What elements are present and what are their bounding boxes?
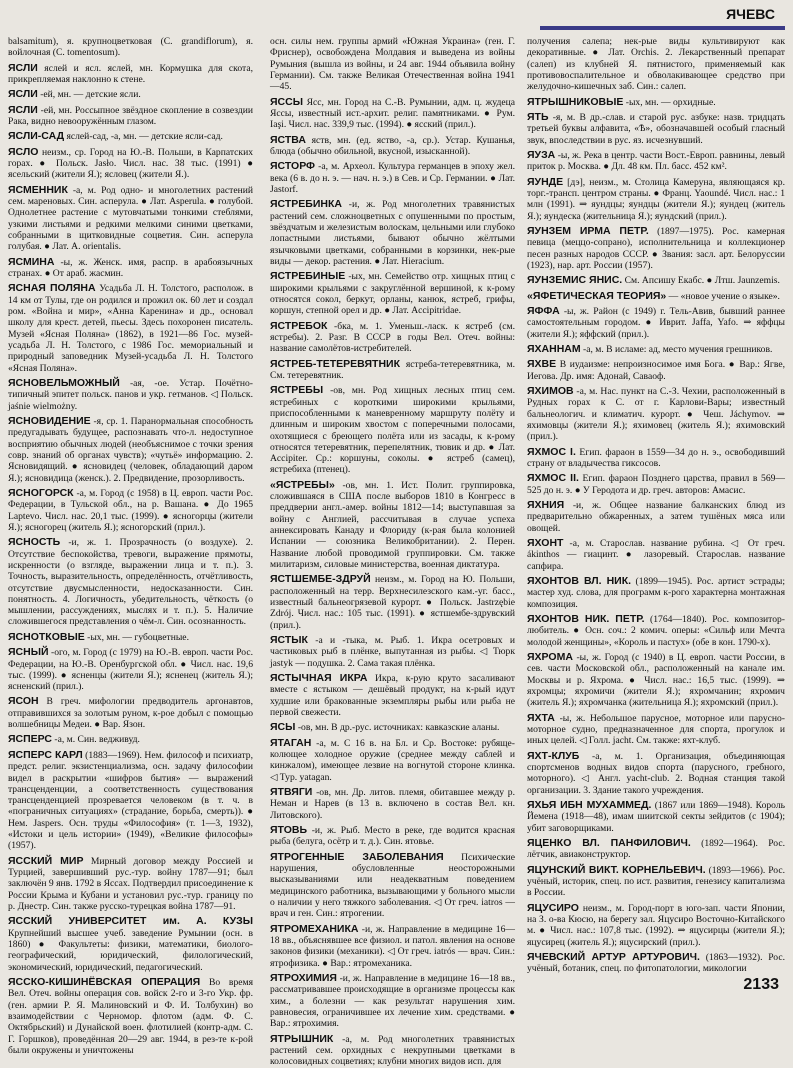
entry-headword: ЯЦУСИРО <box>527 901 579 914</box>
entry-headword: ЯХМОС I. <box>527 445 576 458</box>
entry-definition: Во время Вел. Отеч. войны операция сов. войск 2-го и 3-го Укр. фр. (ген. армии Р. Я. Малиновский и Ф. И. Толбухин) во взаимодействии с Черномор. флотом (адм. Ф. С. Октябрьский) и Дунайской воен. флотилией (контр-адм. С. Г. Горшков), проведённая 20—29 авг. 1944, в рез-те к-рой были окружены и уничтожены <box>8 976 254 1056</box>
entry-headword: ЯЧЕВСКИЙ АРТУР АРТУРОВИЧ. <box>527 951 700 963</box>
entry-definition: яств, мн. (ед. яство, -а, ср.). Устар. Кушанья, блюда (обычно обильной, вкусной, изысканной). <box>270 134 515 157</box>
dictionary-entry <box>8 36 253 59</box>
dictionary-entry <box>527 149 785 173</box>
dictionary-entry <box>527 575 785 610</box>
entry-definition: -ы, ж. Город (с 1940) в Ц. европ. части России, в сев. части Московской обл., расположенный на канале им. Москвы и р. Яхрома. ● Числ. нас.: 16,5 тыс. (1999). ⇒ яхромцы; яхромичи (жители Я.); яхромчанин; яхромич (житель Я.); яхромчанка (жительница Я.); яхромский (прил.). <box>527 652 785 709</box>
entry-definition: Психические нарушения, обусловленные неосторожными высказываниями или неадекватным поведением медицинского работника, вызывающими у больного мысли о наличии у него тяжкого заболевания. ◁ От греч. iatros — врач и ген. Син.: ятрогении. <box>270 851 515 920</box>
dictionary-entry <box>527 537 785 572</box>
entry-headword: ЯХОНТ <box>527 537 564 550</box>
dictionary-entry <box>527 750 785 796</box>
column-right <box>527 36 786 975</box>
entry-headword: ЯХЬЯ ИБН МУХАММЕД. <box>527 799 652 811</box>
dictionary-entry <box>527 111 785 146</box>
dictionary-entry <box>270 198 515 267</box>
dictionary-entry <box>8 130 253 142</box>
dictionary-entry <box>270 479 515 571</box>
dictionary-entry <box>527 343 785 355</box>
entry-headword: ЯСМИНА <box>8 255 55 268</box>
entry-definition: -ы, ж. Женск. имя, распр. в арабоязычных странах. ● От араб. жасмин. <box>8 256 254 280</box>
dictionary-entry <box>527 951 785 975</box>
entry-definition: См. Апсишу Екабс. ● Лтш. Jaunzemis. <box>624 275 780 287</box>
entry-definition: [дэ], неизм., м. Столица Камеруна, являющаяся кр. торг.-трансп. центром страны. ● Франц. Yaoundé. Числ. нас.: 1 млн (1991). ⇒ яундцы; яундцы (жители Я.); яундец (житель Я.); яундеска (жительница Я.); яундский (прил.). <box>527 176 785 222</box>
dictionary-entry <box>8 733 253 745</box>
entry-definition: Усадьба Л. Н. Толстого, располож. в 14 км от Тулы, где он родился и прожил ок. 60 лет и создал ром. «Война и мир», «Анна Каренина» и др., основал школу для крест. детей, пьесы. Здесь похоронен писатель. Музей «Ясная Поляна» (1862), в 1921—86 Гос. музей-усадьба Л. Н. Толстого, с 1986 Гос. мемориальный и природный заповедник Музей-усадьба Л. Н. Толстого «Ясная Поляна». <box>8 283 253 374</box>
entry-headword: ЯСНОТКОВЫЕ <box>8 630 85 643</box>
entry-headword: ЯСЛИ <box>8 88 38 101</box>
entry-definition: В иудаизме: непроизносимое имя Бога. ● Вар.: Ягве, Иегова. Др. имя: Адонай, Саваоф. <box>527 359 785 382</box>
entry-headword: ЯСОН <box>8 695 39 708</box>
entry-definition: Икра, к-рую круто засаливают вместе с ястыком — дешёвый продукт, на к-рый идут худшие или бракованные экземпляры рыбы или рыба не первой свежести. <box>270 672 515 718</box>
entry-headword: ЯСНОСТЬ <box>8 536 61 549</box>
entry-headword: ЯТЬ <box>527 110 549 123</box>
entry-definition: -и, ж. Рыб. Место в реке, где водится красная рыба (белуга, осётр и т. д.). Син. ятовье. <box>270 824 515 848</box>
entry-headword: ЯУЗА <box>527 148 556 161</box>
dictionary-entry <box>270 824 515 848</box>
dictionary-entry <box>527 712 785 747</box>
dictionary-entry <box>270 160 515 195</box>
entry-definition: Егип. фараон в 1559—34 до н. э., освободивший страну от владычества гиксосов. <box>527 446 785 470</box>
entry-definition: ястреба-тетеревятника, м. См. тетеревятник. <box>270 358 515 381</box>
entry-headword: ЯСЛИ <box>8 103 38 116</box>
entry-headword: ЯССЫ <box>270 95 303 108</box>
entry-definition: -ы, ж. Река в центр. части Вост.-Европ. равнины, левый приток р. Москва. ● Дл. 48 км. Пл. басс. 452 км². <box>527 149 785 173</box>
dictionary-entry <box>527 274 785 286</box>
dictionary-entry <box>527 305 785 340</box>
dictionary-entry <box>8 536 253 628</box>
entry-definition: -ая, -ое. Устар. Почётно-типичный эпитет польск. панов и укр. гетманов. ◁ Польск. jaśnie wielmożny. <box>8 377 253 412</box>
entry-definition: -а и -тыка, м. Рыб. 1. Икра осетровых и частиковых рыб в плёнке, выпутанная из рыбы. ◁ Тюрк jastyk — подушка. 2. Сама такая плёнка. <box>270 634 515 669</box>
entry-headword: ЯУНЗЕМИС ЯНИС. <box>527 274 623 287</box>
entry-definition: -а, м. Город (с 1958) в Ц. европ. части Рос. Федерации, в Тульской обл., на р. Вашана. ● До 1965 Laptevo. Числ. нас. 20,1 тыс. (1999). ● ясногорцы (жители Я.); ясногорец (житель Я.); ясногорский (прил.). <box>8 487 254 533</box>
dictionary-entry <box>270 634 515 669</box>
entry-headword: ЯФФА <box>527 305 560 317</box>
dictionary-entry <box>8 88 253 100</box>
entry-headword: ЯХТ-КЛУБ <box>527 749 580 762</box>
dictionary-entry <box>8 646 253 692</box>
entry-headword: ЯСТРЕБИНЫЕ <box>270 270 346 283</box>
dictionary-entry <box>270 358 515 382</box>
entry-definition: -и, ж. Направление в медицине 16—18 вв., рассматривавшее происходящие в организме процессы как хим., а болезни — как результат нарушения хим. равновесия, ограничившее их лечение хим. средствами. ● Вар.: ятрохимия. <box>270 972 515 1030</box>
entry-headword: ЯСТРЕБОК <box>270 319 328 332</box>
entry-headword: ЯСТОРФ <box>270 160 316 173</box>
dictionary-entry <box>8 631 253 643</box>
entry-headword: ЯСПЕРС КАРЛ <box>8 748 83 761</box>
entry-definition: Егип. фараон Позднего царства, правил в 569—525 до н. э. ● У Геродота и др. греч. авторов: Амасис. <box>527 473 786 496</box>
dictionary-entry <box>270 721 515 733</box>
entry-headword: ЯУНЗЕМ ИРМА ПЕТР. <box>527 224 649 237</box>
dictionary-entry <box>270 573 515 631</box>
entry-headword: ЯТРОГЕННЫЕ ЗАБОЛЕВАНИЯ <box>270 850 444 863</box>
entry-headword: ЯСНЫЙ <box>8 646 49 659</box>
entry-definition: -и, ж. 1. Прозрачность (о воздухе). 2. Отсутствие беспокойства, тревоги, выражение прямоты, искренности (о взгляде, выражении лица и т. п.). 3. Точность, выразительность, определённость, отчётливость, отсутствие двусмысленности, недосказанности. Син. понятность. 4. Логичность, убедительность, чёткость (о мышлении, рассуждениях, мыслях и т. п.). 5. Наличие сложившегося представления о чём-л. Син. осознанность. <box>8 537 254 628</box>
entry-headword: ЯСМЕННИК <box>8 183 68 196</box>
entry-definition: яслей и ясл. яслей, мн. Кормушка для скота, прикрепляемая наклонно к стене. <box>8 62 253 85</box>
entry-headword: ЯСПЕРС <box>8 733 53 746</box>
entry-definition: -ов, мн. Др. литов. племя, обитавшее между р. Неман и Нарев (в 13 в. включено в состав Вел. кн. Литовского). <box>270 786 515 821</box>
entry-definition: (1863—1932). Рос. учёный, ботаник, спец. по фитопатологии, микологии <box>527 952 786 975</box>
entry-headword: ЯСНАЯ ПОЛЯНА <box>8 282 96 295</box>
entry-headword: ЯЦУНСКИЙ ВИКТ. КОРНЕЛЬЕВИЧ. <box>527 863 706 876</box>
dictionary-entry <box>270 134 515 158</box>
entry-definition: — «новое учение о языке». <box>668 290 780 302</box>
entry-definition: -а, м. Род одно- и многолетних растений сем. мареновых. Син. асперула. ● Лат. Asperula. ● голубой. Однолетнее растение с мутовчатыми тонкими стеблями, узкими листьями и редкими мелкими синими цветками, собранными в щитковидные соцветия. Син. асперула голубая. ● Лат. A. orientalis. <box>8 184 253 253</box>
dictionary-entry <box>8 749 253 852</box>
entry-definition: -ых, мн. Семейство отр. хищных птиц с широкими крыльями с закруглённой вершиной, к к-рому относятся сокол, беркут, орланы, канюк, ястреб, грифы, коршун, степной орел и др. ● Лат. Accipitridae. <box>270 271 515 317</box>
dictionary-entry <box>8 915 253 973</box>
entry-definition: (1893—1966). Рос. учёный, историк, спец. по ист. развития, генезису капитализма в России. <box>527 864 785 899</box>
dictionary-entry <box>8 695 253 730</box>
entry-headword: ЯСТЫЧНАЯ ИКРА <box>270 671 368 684</box>
dictionary-entry <box>527 176 785 222</box>
dictionary-entry <box>8 104 253 128</box>
entry-definition: -ых, мн. — губоцветные. <box>87 631 189 643</box>
entry-definition: яслей-сад, -а, мн. — детские ясли-сад. <box>66 131 223 143</box>
entry-headword: ЯТРОМЕХАНИКА <box>270 922 359 935</box>
dictionary-entry <box>527 902 785 948</box>
dictionary-entry <box>270 923 515 969</box>
entry-headword: ЯСЛИ-САД <box>8 130 65 143</box>
dictionary-entry <box>8 62 253 86</box>
entry-headword: ЯСНОГОРСК <box>8 486 74 499</box>
entry-definition: -ей, мн. Россыпное звёздное скопление в созвездии Рака, видно невооружённым глазом. <box>8 104 253 128</box>
dictionary-entry <box>527 837 785 861</box>
entry-definition: -и, ж. Общее название балканских блюд из предварительно обжаренных, а затем тушёных мяса или овощей. <box>527 500 785 534</box>
entry-definition: (1883—1969). Нем. философ и психиатр, предст. религ. экзистенциализма, осн. задачу философии видел в раскрытии «шифров бытия» — выражений трансценденции, а соответственность существования трансценденцией прозревается человеком (в т. ч. в «пограничных ситуациях» (страдание, борьба, смерть)). ● Нем. Jaspers. Осн. труды «Философия» (т. 1—3, 1932), «Истоки и цель истории» (1949), «Великие философы» (1957). <box>8 749 254 852</box>
dictionary-entry <box>527 36 785 93</box>
entry-definition: Мирный договор между Россией и Турцией, завершивший рус.-тур. войну 1787—91; был заключён 9 янв. 1792 в Яссах. Подтвердил присоединение к России Крыма и Кубани и установил рус.-тур. границу по р. Днестр. Син. также русско-турецкая война 1787—91. <box>8 855 253 912</box>
entry-definition: -и, ж. Направление в медицине 16—18 вв., объяснявшее все физиол. и патол. явления на основе законов физики (механики). ◁ От греч. iatrós — врач. Син.: ятрофизика. ● Вар.: ятромеханика. <box>270 923 515 969</box>
entry-definition: -ого, м. Город (с 1979) на Ю.-В. европ. части Рос. Федерации, на Ю.-В. Оренбургской обл. ● Числ. нас. 19,6 тыс. (1999). ● ясненцы (жители Я.); ясненец (житель Я.); ясненский (прил.). <box>8 647 253 693</box>
entry-headword: «ЯСТРЕБЫ» <box>270 478 335 491</box>
entry-headword: ЯХИМОВ <box>527 385 574 398</box>
dictionary-entry <box>527 613 785 648</box>
entry-headword: ЯХНИЯ <box>527 499 565 512</box>
entry-definition: -ов, мн. Род хищных лесных птиц сем. ястребиных с короткими широкими крыльями, приспособленными к маневренному маршруту полёту и длинным и широким хвостом с поперечными полосами, охотящиеся с бреющего полёта или из засады, к к-рому относятся тетеревятник, перепелятник, тювик и др. ● Лат. Accipiter. Ср.: коршуны, соколы. ● ястреб (самец), ястребиха (птенец). <box>270 385 515 476</box>
dictionary-entry <box>527 499 785 534</box>
entry-definition: получения салепа; нек-рые виды культивируют как декоративные. ● Лат. Orchis. 2. Лекарственный препарат (салеп) из клубней Я. пятнистого, применяемый как противовоспалительное и обволакивающее средство при желудочно-кишечных заб. Син.: салеп. <box>527 36 785 93</box>
entry-definition: balsamitum), я. крупноцветковая (С. grandiflorum), я. войлочная (С. tomentosum). <box>8 36 253 59</box>
dictionary-entry <box>527 446 785 470</box>
entry-definition: -я, ср. 1. Паранормальная способность предугадывать будущее, распознавать что-л. недоступное восприятию обычных людей (необъяснимое с точки зрения совр. знаний об органах чувств); «чутьё» информацию. 2. Ясновидящий. ● ясновидец (человек, обладающий даром Я.); ясновидица (женск.). 2. Предвидение, прозорливость. <box>8 415 253 484</box>
dictionary-entry <box>527 96 785 108</box>
dictionary-entry <box>8 377 253 412</box>
entry-definition: -ы, ж. Район (с 1949) г. Тель-Авив, бывший раннее самостоятельным городом. ● Иврит. Jaffa, Yafo. ⇒ яффцы (жители Я.); яффский (прил.). <box>527 306 785 340</box>
dictionary-entry <box>8 184 253 253</box>
dictionary-entry <box>270 737 515 783</box>
entry-headword: ЯТВЯГИ <box>270 785 313 798</box>
column-left <box>8 36 254 1056</box>
entry-headword: ЯСТРЕБИНКА <box>270 198 342 211</box>
entry-definition: -а, м. Син. ведживуд. <box>54 734 140 746</box>
entry-definition: неизм., ср. Город на Ю.-В. Польши, в Карпатских горах. ● Польск. Jasło. Числ. нас. 38 тыс. (1991) ● ясельский (жители Я.); ясловец (жители Я.). <box>8 146 253 181</box>
entry-headword: ЯЦЕНКО ВЛ. ПАНФИЛОВИЧ. <box>527 837 691 849</box>
dictionary-entry <box>270 384 515 476</box>
entry-definition: В греч. мифологии предводитель аргонавтов, отправившихся за золотым руном, к-рое добыл с помощью волшебницы Медеи. ● Вар. Язон. <box>8 696 253 731</box>
entry-headword: ЯСЛО <box>8 145 39 158</box>
entry-headword: ЯСЫ <box>270 721 296 734</box>
entry-definition: -а, м. С 16 в. на Бл. и Ср. Востоке: рубяще-колющее холодное оружие (среднее между саблей и кинжалом), имеющее лезвие на вогнутой стороне клинка. ◁ Тур. yatagan. <box>270 737 515 783</box>
entry-headword: ЯСТВА <box>270 133 306 146</box>
entry-headword: ЯСНОВИДЕНИЕ <box>8 414 91 427</box>
dictionary-entry <box>527 651 785 709</box>
dictionary-entry <box>527 799 785 834</box>
entry-definition: -бка, м. 1. Уменьш.-ласк. к ястреб (см. ястребы). 2. Разг. В СССР в годы Вел. Отеч. войны: название самолётов-истребителей. <box>270 320 515 355</box>
entry-definition: Ясс, мн. Город на С.-В. Румынии, адм. ц. жудеца Яссы, известный ист.-архит. религ. памятниками. ● Рум. Iaşi. Числ. нас. 339,9 тыс. (1994). ● ясский (прил.). <box>270 96 515 131</box>
entry-headword: ЯХТА <box>527 711 555 724</box>
entry-definition: (1764—1840). Рос. композитор-любитель. ● Осн. соч.: 2 комич. оперы: «Сильф или Мечта молодой женщины», «Король и пастух» (обе в кон. 1790-х). <box>527 614 785 648</box>
header-rule <box>540 26 785 30</box>
entry-headword: «ЯФЕТИЧЕСКАЯ ТЕОРИЯ» <box>527 289 667 302</box>
entry-definition: осн. силы нем. группы армий «Южная Украина» (ген. Г. Фриснер), освобождена Молдавия и выведена из войны Румыния (вышла из войны, и 24 авг. 1944 объявила войну Германии). См. также Великая Отечественная война 1941—45. <box>270 36 515 93</box>
dictionary-entry <box>8 487 253 533</box>
entry-definition: -ых, мн. — орхидные. <box>625 96 716 108</box>
entry-definition: -а, м. 1. Организация, объединяющая спортсменов водных видов спорта (парусного, гребного, моторного). ◁ Англ. yacht-club. 2. Водная станция такой организации. 3. Здание такого учреждения. <box>527 750 785 796</box>
entry-headword: ЯТАГАН <box>270 736 312 749</box>
entry-definition: -а, м. Старослав. название рубина. ◁ От греч. ákinthos — гиацинт. ● лазоревый. Старослав. название сапфира. <box>527 538 785 572</box>
dictionary-entry <box>527 864 785 899</box>
entry-headword: ЯХОНТОВ ВЛ. НИК. <box>527 575 632 588</box>
dictionary-entry <box>527 385 785 443</box>
entry-definition: -ы, ж. Небольшое парусное, моторное или парусно-моторное судно, предназначенное для спорта, прогулок и иных целей. ◁ Голл. jacht. См. также: яхт-клуб. <box>527 712 785 747</box>
entry-headword: ЯСНОВЕЛЬМОЖНЫЙ <box>8 376 120 389</box>
entry-definition: -ей, мн. — детские ясли. <box>40 89 141 101</box>
entry-headword: ЯТРЫШНИКОВЫЕ <box>527 95 624 108</box>
dictionary-entry <box>527 472 785 496</box>
entry-headword: ЯСТЫК <box>270 633 308 646</box>
dictionary-entry <box>8 256 253 280</box>
dictionary-entry <box>8 976 253 1056</box>
entry-headword: ЯТОВЬ <box>270 823 307 836</box>
dictionary-entry <box>270 786 515 821</box>
entry-headword: ЯХВЕ <box>527 358 557 371</box>
entry-definition: (1899—1945). Рос. артист эстрады; мастер худ. слова, для программ к-рого характерна монтажная композиция. <box>527 576 786 610</box>
entry-definition: -а, м. Род многолетних травянистых растений сем. орхидных с некрупными цветками в колосовидных соцветиях; клубни многих видов исп. для <box>270 1033 515 1068</box>
page-number: 2133 <box>743 976 779 993</box>
entry-headword: ЯСТРЕБ-ТЕТЕРЕВЯТНИК <box>270 357 400 370</box>
dictionary-entry <box>270 972 515 1030</box>
entry-headword: ЯТРЫШНИК <box>270 1032 334 1045</box>
entry-definition: -я, м. В др.-слав. и старой рус. азбуке: назв. тридцать третьей буквы алфавита, «Ѣ», обозначавшей особый гласный звук, впоследствии в рус. яз. исчезнувший. <box>527 111 785 146</box>
entry-definition: неизм., м. Город на Ю. Польши, расположенный на терр. Верхнесилезского кам.-уг. басс., известный бальнеогрязевой курорт. ● Польск. Jastrzębie Zdrój. Числ. нас.: 105 тыс. (1991). ● ястшембе-здрувский (прил.). <box>270 574 515 631</box>
entry-headword: ЯХРОМА <box>527 651 573 664</box>
dictionary-entry <box>270 96 515 131</box>
entry-headword: ЯСЛИ <box>8 61 38 74</box>
dictionary-entry <box>270 36 515 93</box>
entry-definition: Крупнейший высшее учеб. заведение Румынии (осн. в 1860) ● Факультеты: физики, математики, биолого-географический, юридический, филологический, экономический, юридический, педагогический. <box>8 927 253 973</box>
entry-definition: -ов, мн. В др.-рус. источниках: кавказские аланы. <box>297 722 500 734</box>
entry-headword: ЯХАННАМ <box>527 343 581 355</box>
entry-headword: ЯХМОС II. <box>527 472 579 485</box>
dictionary-entry <box>8 415 253 484</box>
entry-headword: ЯУНДЕ <box>527 175 564 188</box>
entry-definition: (1892—1964). Рос. лётчик, авиаконструктор. <box>527 838 785 861</box>
dictionary-entry <box>270 270 515 316</box>
dictionary-entry <box>527 225 785 271</box>
dictionary-entry <box>527 290 785 302</box>
running-head: ЯЧЕВС <box>726 6 775 22</box>
entry-headword: ЯТРОХИМИЯ <box>270 971 337 984</box>
entry-definition: -а, м. В исламе: ад, место мучения грешников. <box>583 344 773 355</box>
dictionary-entry <box>8 855 253 913</box>
entry-definition: -а, м. Археол. Культура германцев в эпоху жел. века (6 в. до н. э. — нач. н. э.) в Сев. и Ср. Германии. ● Лат. Jastorf. <box>270 161 515 195</box>
entry-definition: (1867 или 1869—1948). Король Йемена (1918—48), имам шиитской секты зейдитов (с 1904); убит заговорщиками. <box>527 800 785 834</box>
entry-definition: (1897—1975). Рос. камерная певица (меццо-сопрано), исполнительница и коллекционер песен разных народов СССР. ● Звания: засл. арт. Белоруссии (1923), нар. арт. России (1957). <box>527 225 785 271</box>
entry-definition: -и, ж. Род многолетних травянистых растений сем. сложноцветных с опушенными по простым, звёздчатым и железистым волоскам, цельными или глубоко лопастными листьями, бывают обычно жёлтыми язычковыми цветками, собранными в корзинки, нек-рые виды — декор. растения. ● Лат. Hieracium. <box>270 199 515 267</box>
entry-definition: -а, м. Нас. пункт на С.-З. Чехии, расположенный в Рудных горах к С. от г. Карлови-Вары; известный бальнеологич. и климатич. курорт. ● Чеш. Jáchymov. ⇒ яхимовцы (жители Я.); яхимовец (житель Я.); яхимовский (прил.). <box>527 386 785 443</box>
entry-headword: ЯССКИЙ УНИВЕРСИТЕТ им. А. КУЗЫ <box>8 915 253 928</box>
dictionary-entry <box>270 1033 515 1068</box>
dictionary-entry <box>527 358 785 382</box>
entry-definition: -ов, мн. 1. Ист. Полит. группировка, сложившаяся в США после выборов 1810 в Конгресс в преддверии англ.-амер. войны 1812—14; выступавшая за войну с Англией, рассчитывая в случае успеха аннексировать Канаду и Флориду (к-рая была колонией Испании — союзника Великобритании). 2. Перен. Название любой проводимой группировки. См. также милитаризм, силовые министерства, военная диктатура. <box>270 479 515 570</box>
entry-headword: ЯСТРЕБЫ <box>270 384 324 397</box>
column-middle <box>270 36 515 1068</box>
entry-headword: ЯССКИЙ МИР <box>8 854 84 867</box>
entry-definition: неизм., м. Город-порт в юго-зап. части Японии, на З. о-ва Кюсю, на берегу зал. Яцусиро Восточно-Китайского м. ● Числ. нас.: 107,8 тыс. (1992). ⇒ яцусирцы (жители Я.); яцусирец (житель Я.); яцусирский (прил.). <box>527 902 785 948</box>
dictionary-entry <box>270 851 515 920</box>
dictionary-entry <box>8 282 253 374</box>
entry-headword: ЯХОНТОВ НИК. ПЕТР. <box>527 613 645 626</box>
entry-headword: ЯССКО-КИШИНЁВСКАЯ ОПЕРАЦИЯ <box>8 975 201 988</box>
dictionary-entry <box>270 320 515 355</box>
dictionary-entry <box>270 672 515 718</box>
entry-headword: ЯСТШЕМБЕ-ЗДРУЙ <box>270 573 371 586</box>
dictionary-entry <box>8 146 253 181</box>
